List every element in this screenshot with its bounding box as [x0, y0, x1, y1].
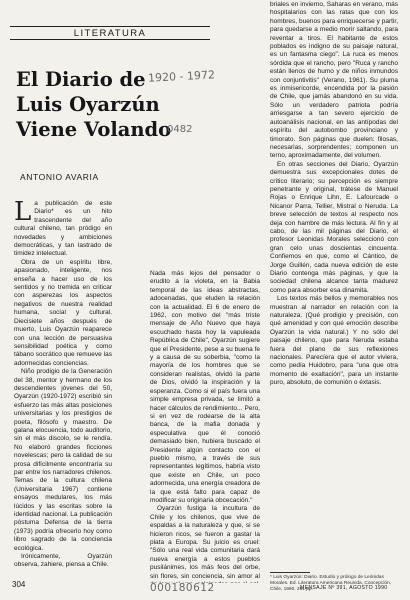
paragraph: Los textos más bellos y memorables nos muestran al narrador en relación con la naturaleza. (Qué prodigio y precisión, con qué amenidad y con qué emoción describe Oyarzún la vida natural.) Y no sólo del paisaje chileno, que para Neruda estaba fuera del plano de sus reflexiones nacionales. Parecíera que el autor viviera, como pedía Huidobro, para "una que otra momento de exaltación", para un instante puro, absoluto, de comunión o éxtasis.	[270, 295, 398, 387]
paragraph: En otras secciones del Diario, Oyarzún demuestra sus excepcionales dotes de crítico literario; su percepción es siempre penetrante y original, trátese de Manuel Rojas o Enrique Lihn, E. Lafourcade o Nicanor Parra, Tellier, Mistral o Neruda. La breve selección de textos al respecto nos deja con hambre de más lectura. Al fin y al cabo, de las mil páginas del Diario, el profesor Leonidas Morales seleccionó con gran celo unas doscientas cincuenta. Confiemos en que, como el Cántico, de Jorge Guillén, cada nueva edición de este Diario contenga más páginas, y que la sociedad chilena alcance tanta madurez como para absorber esa dinamita.	[270, 160, 398, 294]
running-footer: MENSAJE Nº 391, AGOSTO 1990	[300, 585, 388, 591]
footnote: * Luis Oyarzún: Diario. Estudio y prólogo de Leónidas Morales. Ed. Literatura Americana Reunida, Concepción, Chile, 1990. 291 pp.	[270, 575, 392, 592]
handwritten-years-annotation: 1920 - 1972	[147, 68, 216, 85]
article-byline: ANTONIO AVARIA	[20, 172, 99, 182]
paragraph: Niño prodigio de la Generación del 38, mentor y hermano de los descendientes jóvenes del 50, Oyarzún (1920-1972) escribió sin esfuerzo las más altas posiciones universitarias y los prestigios de poeta, filósofo y maestro. De galana elocuencia, todo auditorio, sin el más discolo, se le rendía. No elaboró grandes ficciones novelescas; pero la calidad de su prosa difícilmente encontraría su par entre los narradores chilenos. Temas de la cultura chilena (Universitaria 1967) contiene ensayos medulares, los más lúcidos y las escritas sobre la identidad nacional. La publicación póstuma Defensa de la tierra (1973) podría ofrecerlo hoy como libro sagrado de la conciencia ecológica.	[14, 368, 112, 552]
handwritten-catalog-number: 000180612	[150, 582, 215, 594]
drop-cap: L	[14, 200, 32, 227]
paragraph: briales en invierno, Saharas en verano, más hospitalarios con las ratas que con los hombres, buenos para enriquecerse y partir, para quedarse a medio morir saltando, para reventar a tiros. El habitante de estos poblados es indigno de su paisaje natural, es un fantasma ciego". La ruca es menos sórdida que el rancho, pero "Ruca y rancho están llenos de humo y de niños inmundos con conjuntivitis" (Verano, 1961). Su pluma es inmisericorde, encendida por la pasión de Chile, que jamás abandonó en su vida. Sólo un verdadero patriota podría arriesgarse a tan severo ejercicio de autoanálisis nacional, en las antípodas del espíritu del autobombo provinciano y timorato. Son páginas que duelen: filosas, necesarias, sorprendentes; componen un terno, aproximadamente, del volumen.	[270, 1, 398, 160]
paragraph: La publicación de este Diario* es un hito trascendente del año cultural chileno, tan pródigo en novedades y ambiciones democráticas, y tan lastrado de timidez intelectual.	[14, 200, 112, 258]
paragraph: Oyarzún fustiga la incultura de Chile y los chilenos, que vive de espaldas a la naturaleza y que, si se hicieron ricos, se fueron a gastar la plata a Europa. Su juicio es cruel: "Sólo una real vida comunitaria dará nueva energía a estos pueblos pusilánimes, los más feos del orbe, sin flores, sin conciencia, sin amor al	[150, 505, 260, 580]
section-label: LITERATURA	[73, 28, 147, 39]
handwritten-code-annotation: 0482	[167, 124, 193, 135]
page-number: 304	[12, 580, 26, 589]
section-rule-top	[10, 26, 210, 27]
paragraph: Nada más lejos del pensador o erudito a la violeta, en la Babia temporal de las ideas abstractas, adocenadas, que eluden la relación con la actualidad. El 6 de enero de 1962, con motivo del "más triste mensaje de Año Nuevo que haya escuchado hasta hoy la vapuleada República de Chile", Oyarzún sugiere que el Presidente, pese a su buena fe y a causa de su soberbia, "como la mayoría de los hombres que se consideran realistas, olvidó la parte de Dios, olvidó la inspiración y la esperanza. Como si el país fuera una simple empresa privada, se limitó a hacer cálculos de rendimiento... Pero, si en vez de rodearse de la alta banca, de la mafia donada y especulativa que él conoció demasiado bien, hubiera buscado el Presidente algún contacto con el pueblo mismo, a través de sus representantes legítimos, habría visto que existe en Chile, un poco adormecida, una energía creadora de la que está falto para capaz de modificar su originaria obcecación."	[150, 270, 260, 504]
section-header	[10, 26, 210, 40]
article-column-2	[150, 270, 260, 583]
article-column-1	[14, 200, 112, 583]
footnote-divider	[270, 572, 310, 573]
paragraph: Irónicamente, Oyarzún observa, zahiere, piensa a Chile.	[14, 553, 112, 569]
section-rule-bottom	[10, 39, 210, 40]
article-headline: El Diario de Luis Oyarzún Viene Volando	[16, 68, 172, 141]
article-column-3	[270, 1, 398, 583]
paragraph: Obra de un espíritu libre, apasionado, inteligente, nos enseña a hacer uso de los sentidos y no tremida en criticar con asperezas los aspectos negativos de nuestra realidad humana, social y cultural. Diecisiete años después de muerto, Luis Oyarzún reaparece con una lección de persuasiva sensibilidad poética y como tábano socrático que remueve las adormecidas conciencias.	[14, 258, 112, 367]
